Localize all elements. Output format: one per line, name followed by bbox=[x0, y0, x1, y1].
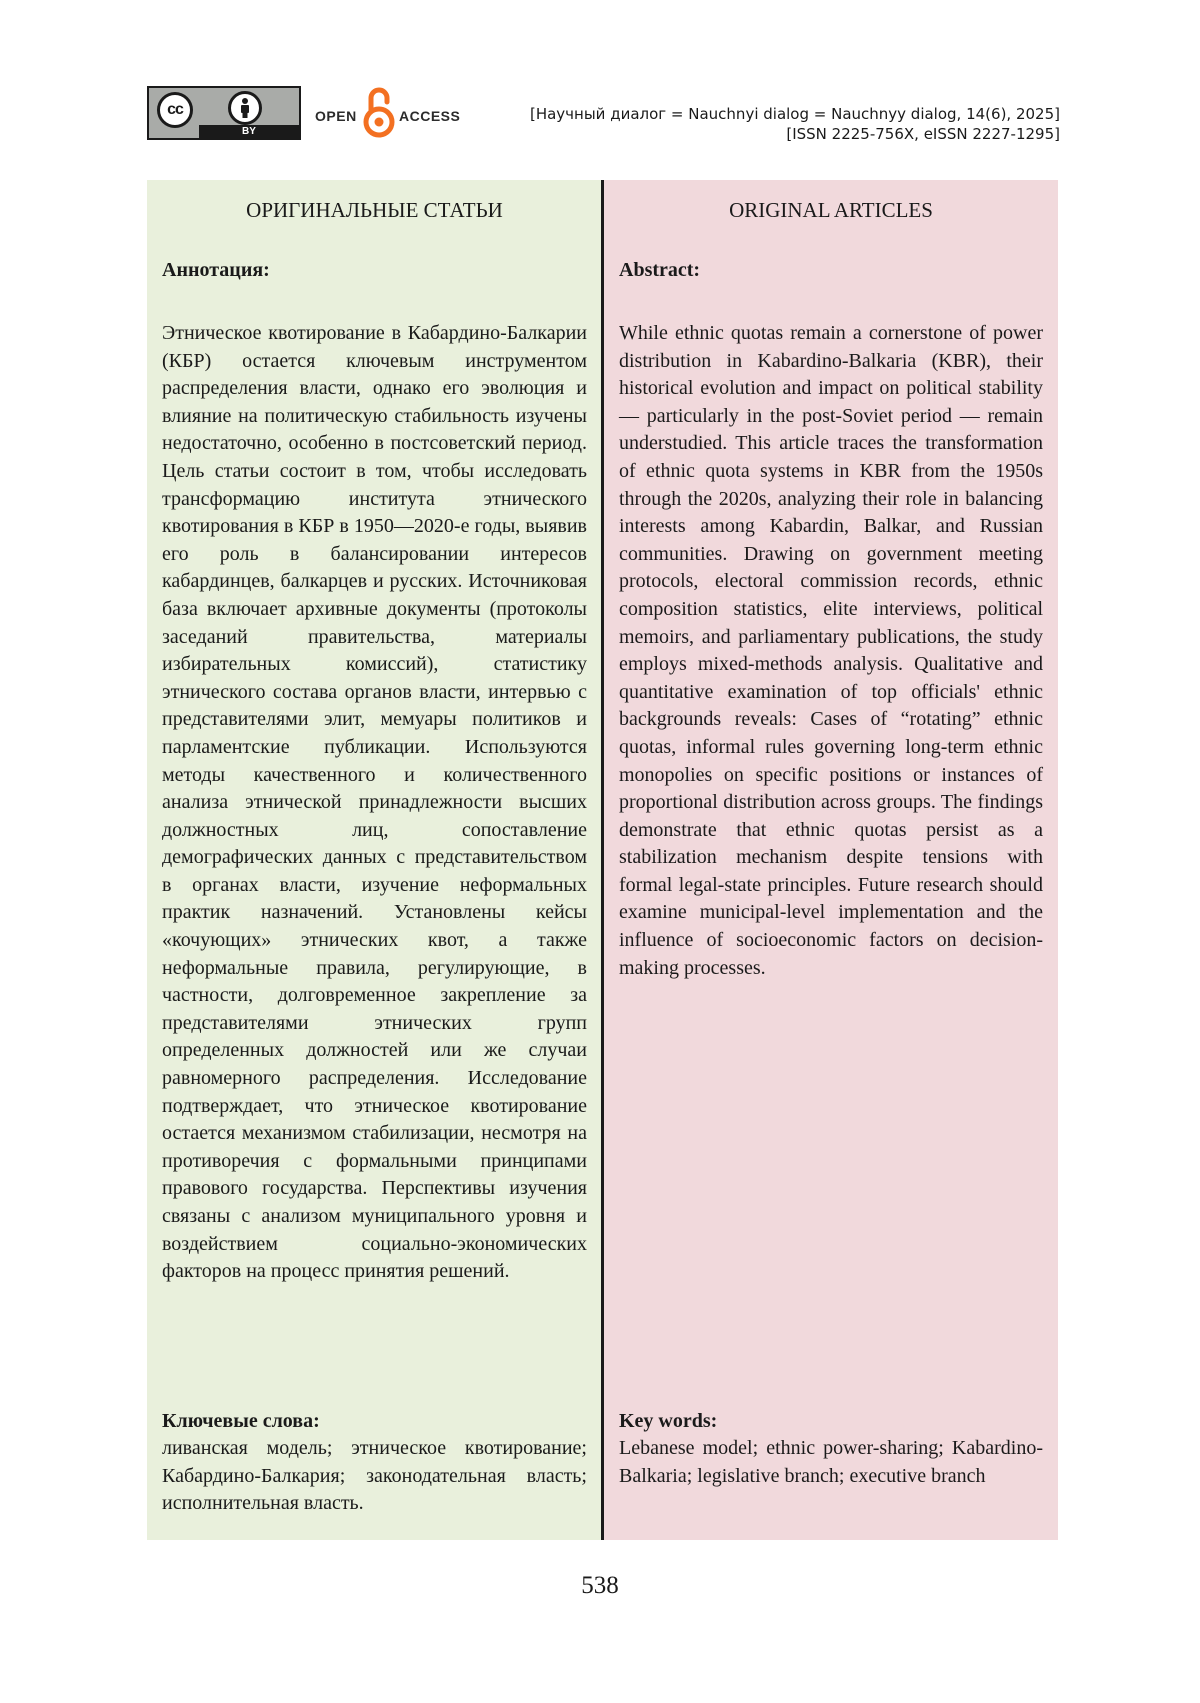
english-column bbox=[604, 180, 1058, 1540]
russian-section-title: ОРИГИНАЛЬНЫЕ СТАТЬИ bbox=[246, 198, 503, 222]
russian-abstract-text: Этническое квотирование в Кабардино-Балкарии (КБР) остается ключевым инструментом распределения власти, однако его эволюция и влияние на политическую стабильность изучены недостаточно, особенно в постсоветский период. Цель статьи состоит в том, чтобы исследовать трансформацию института этнического квотирования в КБР в 1950—2020-е годы, выявив его роль в балансировании интересов кабардинцев, балкарцев и русских. Источниковая база включает архивные документы (протоколы заседаний правительства, материалы избирательных комиссий), статистику этнического состава органов власти, интервью с представителями элит, мемуары политиков и парламентские публикации. Используются методы качественного и количественного анализа этнической принадлежности высших должностных лиц, сопоставление демографических данных с представительством в органах власти, изучение неформальных практик назначений. Установлены кейсы «кочующих» этнических квот, а также неформальные правила, регулирующие, в частности, долговременное закрепление за представителями этнических групп определенных должностей или же случаи равномерного распределения. Исследование подтверждает, что этническое квотирование остается механизмом стабилизации, несмотря на противоречия с формальными принципами правового государства. Перспективы изучения связаны с анализом муниципального уровня и воздействием социально-экономических факторов на процесс принятия решений. bbox=[162, 322, 587, 1283]
open-access-lock-icon bbox=[362, 86, 396, 140]
access-word: ACCESS bbox=[399, 108, 461, 124]
person-icon bbox=[228, 91, 262, 125]
journal-citation: [Научный диалог = Nauchnyi dialog = Nauchnyy dialog, 14(6), 2025] bbox=[529, 105, 1060, 123]
journal-reference bbox=[530, 104, 1060, 144]
open-word: OPEN bbox=[315, 108, 357, 124]
english-abstract-label: Abstract: bbox=[619, 259, 701, 281]
page-number: 538 bbox=[581, 1572, 619, 1599]
russian-keywords bbox=[162, 1407, 587, 1518]
journal-issn: [ISSN 2225-756X, eISSN 2227-1295] bbox=[786, 125, 1060, 143]
russian-keywords-text: ливанская модель; этническое квотирование; Кабардино-Балкария; законодательная власть; исполнительная власть. bbox=[162, 1437, 587, 1515]
by-label: BY bbox=[199, 125, 299, 138]
russian-column bbox=[147, 180, 602, 1540]
open-access-logo bbox=[315, 86, 461, 140]
english-keywords-label: Key words: bbox=[619, 1410, 718, 1432]
english-keywords bbox=[619, 1407, 1043, 1490]
cc-icon: cc bbox=[157, 92, 193, 128]
russian-keywords-label: Ключевые слова: bbox=[162, 1410, 320, 1432]
english-keywords-text: Lebanese model; ethnic power-sharing; Kabardino-Balkaria; legislative branch; executive branch bbox=[619, 1437, 1043, 1487]
russian-abstract-label: Аннотация: bbox=[162, 259, 270, 281]
english-section-title: ORIGINAL ARTICLES bbox=[729, 198, 933, 222]
cc-by-license-badge bbox=[147, 86, 301, 140]
english-abstract-text: While ethnic quotas remain a cornerstone of power distribution in Kabardino-Balkaria (KBR), their historical evolution and impact on political stability — particularly in the post-Soviet period — remain understudied. This article traces the transformation of ethnic quota systems in KBR from the 1950s through the 2020s, analyzing their role in balancing interests among Kabardin, Balkar, and Russian communities. Drawing on government meeting protocols, electoral commission records, ethnic composition statistics, elite interviews, political memoirs, and parliamentary publications, the study employs mixed-methods analysis. Qualitative and quantitative examination of top officials' ethnic backgrounds reveals: Cases of “rotating” ethnic quotas, informal rules governing long-term ethnic monopolies on specific positions or instances of proportional distribution across groups. The findings demonstrate that ethnic quotas persist as a stabilization mechanism despite tensions with formal legal-state principles. Future research should examine municipal-level implementation and the influence of socioeconomic factors on decision-making processes. bbox=[619, 322, 1043, 979]
